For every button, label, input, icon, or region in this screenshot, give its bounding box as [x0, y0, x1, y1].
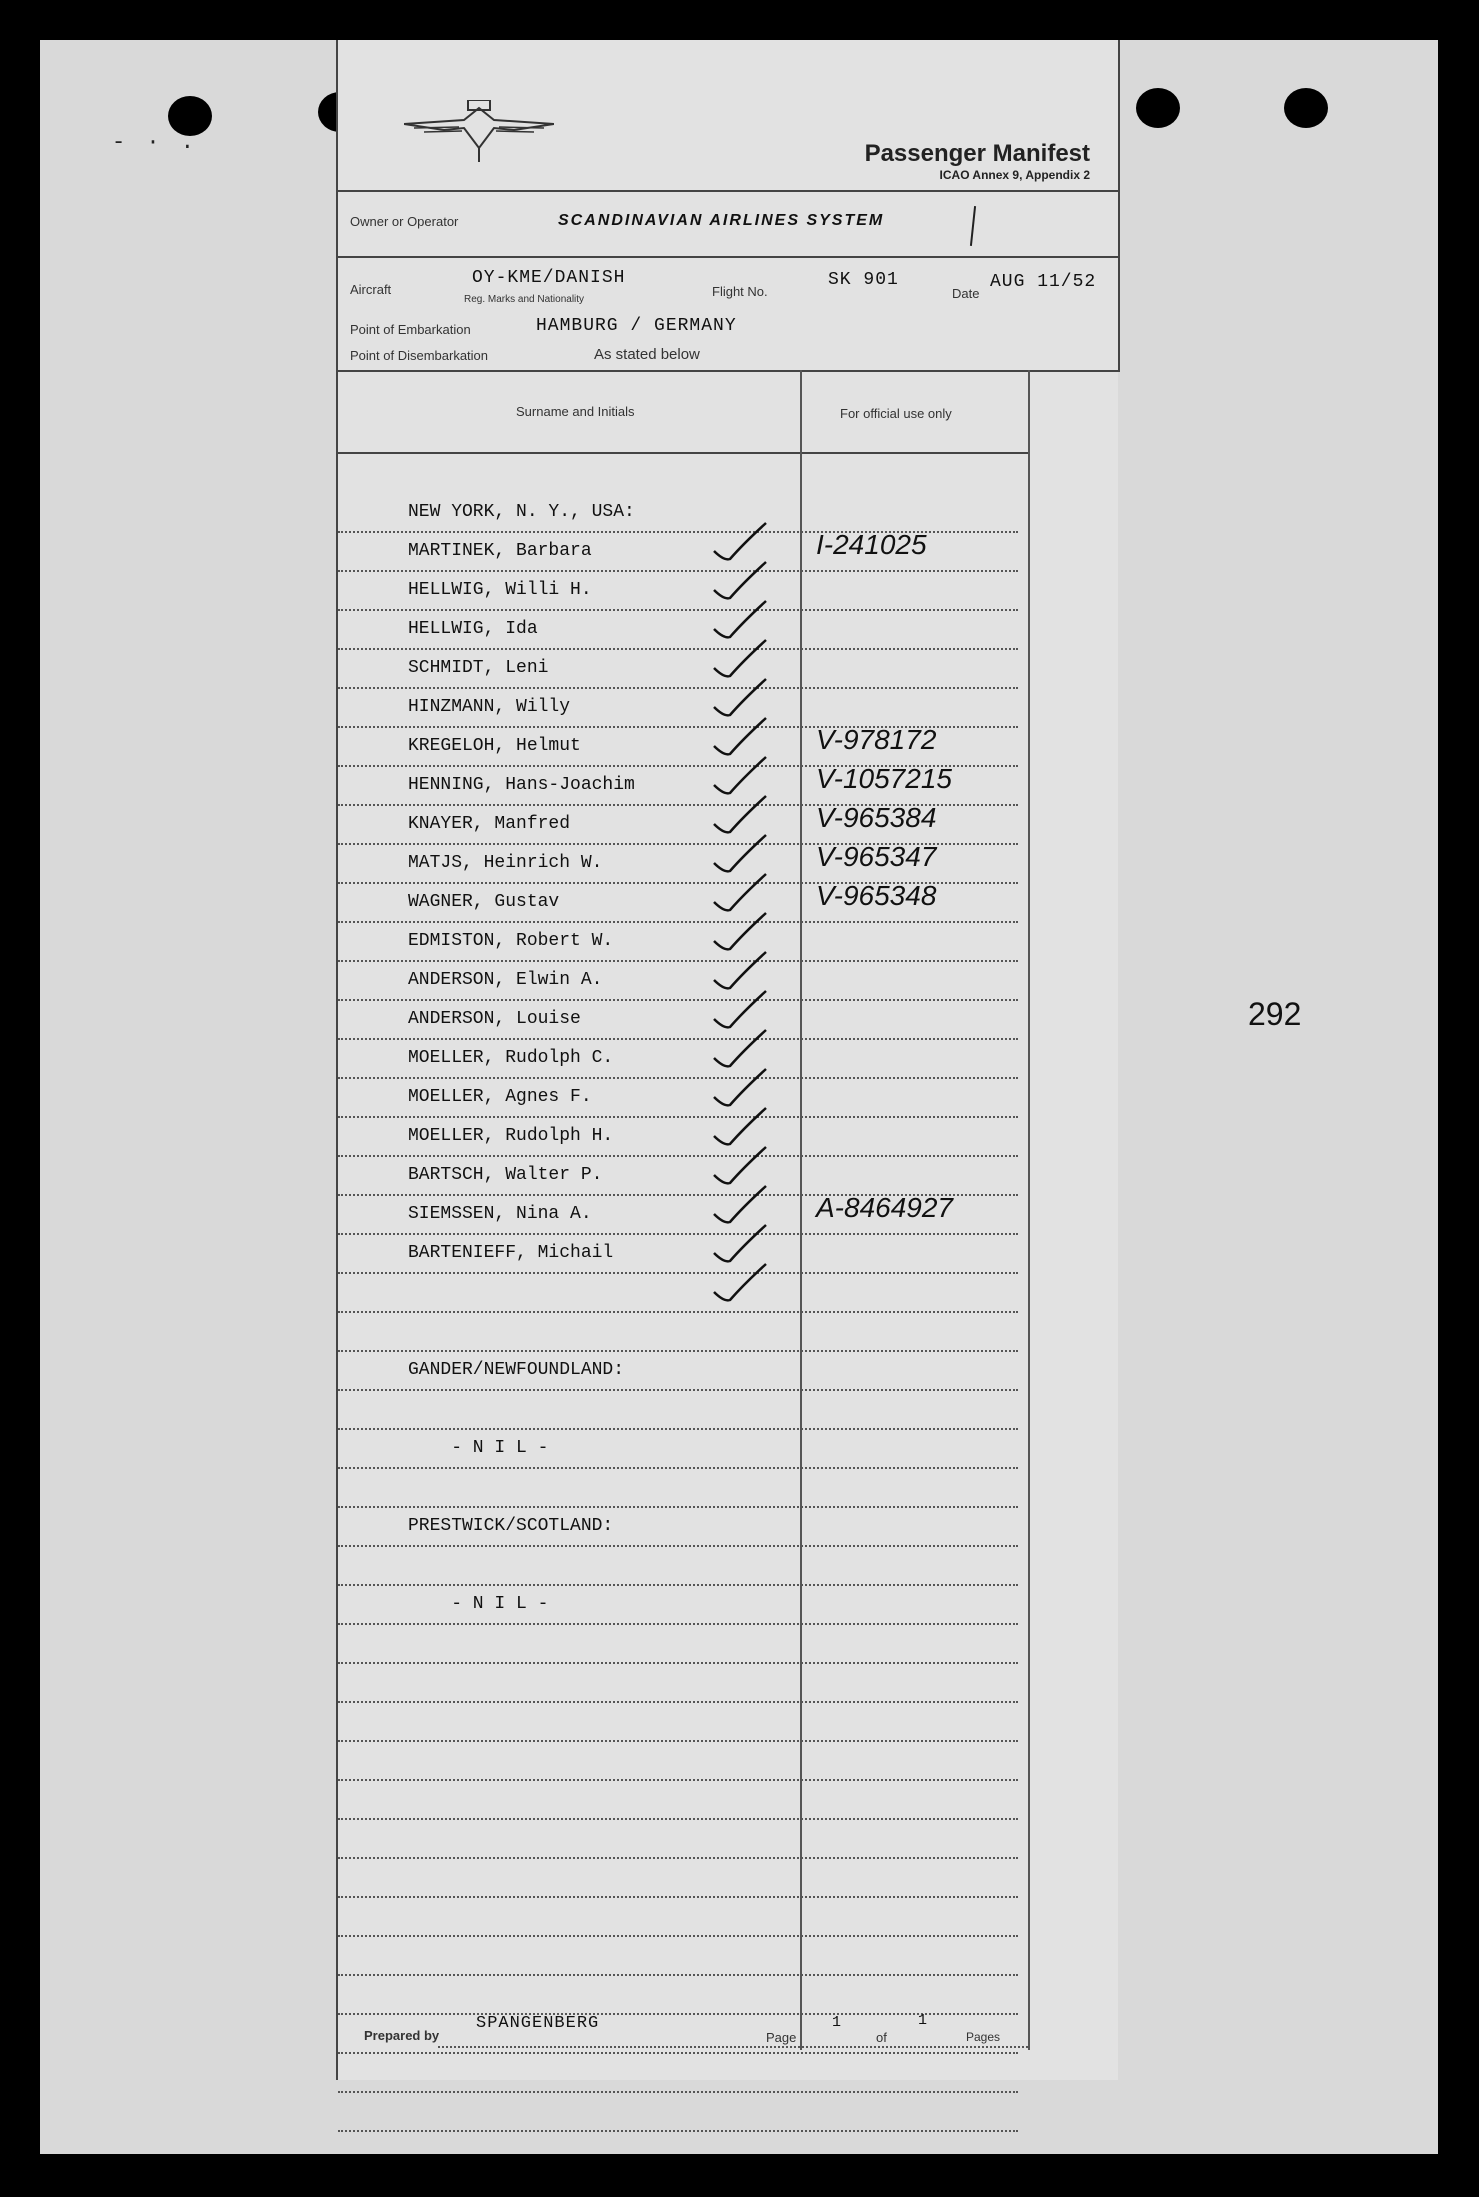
passenger-name: KREGELOH, Helmut: [408, 736, 581, 756]
check-mark-icon: [710, 1262, 770, 1308]
prepared-value: SPANGENBERG: [476, 2014, 600, 2033]
manifest-subtitle: ICAO Annex 9, Appendix 2: [939, 168, 1090, 182]
table-row: [338, 1779, 1018, 1820]
table-row: [338, 1584, 1018, 1625]
table-row: [338, 1662, 1018, 1703]
table-row: [338, 1935, 1018, 1976]
table-row: [338, 1116, 1018, 1157]
passenger-name: PRESTWICK/SCOTLAND:: [408, 1516, 614, 1536]
scan-specks: - · .: [112, 130, 199, 155]
table-right-border: [1028, 370, 1030, 2050]
column-header-official: For official use only: [840, 406, 952, 421]
table-row: [338, 882, 1018, 923]
table-row: [338, 804, 1018, 845]
embarkation-value: HAMBURG / GERMANY: [536, 316, 737, 336]
disembarkation-value: As stated below: [594, 346, 700, 363]
passenger-name: BARTSCH, Walter P.: [408, 1165, 603, 1185]
passenger-name: HENNING, Hans-Joachim: [408, 775, 635, 795]
of-value: 1: [918, 2012, 929, 2029]
passenger-name: HELLWIG, Ida: [408, 619, 538, 639]
passenger-name: WAGNER, Gustav: [408, 892, 560, 912]
table-row: [338, 1740, 1018, 1781]
table-row: [338, 1701, 1018, 1742]
manifest-form: [336, 40, 1118, 2080]
table-top-border: [338, 370, 1028, 372]
passenger-name: KNAYER, Manfred: [408, 814, 571, 834]
embarkation-label: Point of Embarkation: [350, 322, 471, 337]
table-row: [338, 1350, 1018, 1391]
table-header-border: [338, 452, 1028, 454]
table-row: [338, 843, 1018, 884]
manifest-title: Passenger Manifest: [864, 140, 1090, 167]
punch-hole: [1136, 88, 1180, 128]
table-row: [338, 1311, 1018, 1352]
passenger-name: HELLWIG, Willi H.: [408, 580, 592, 600]
table-row: [338, 531, 1018, 572]
owner-divider: [338, 256, 1118, 258]
table-row: [338, 726, 1018, 767]
page-value: 1: [832, 2014, 843, 2031]
page-stamp: 292: [1248, 996, 1302, 1032]
passenger-name: SCHMIDT, Leni: [408, 658, 549, 678]
table-row: [338, 570, 1018, 611]
official-number: V-1057215: [816, 763, 952, 794]
passenger-name: GANDER/NEWFOUNDLAND:: [408, 1360, 625, 1380]
column-header-names: Surname and Initials: [516, 404, 635, 419]
table-row: [338, 1194, 1018, 1235]
official-number: A-8464927: [816, 1192, 954, 1223]
page-label: Page: [766, 2030, 797, 2045]
passenger-name: MATJS, Heinrich W.: [408, 853, 603, 873]
manifest-header: [338, 40, 1120, 372]
table-row: [338, 1467, 1018, 1508]
manifest-title-block: [865, 140, 1090, 182]
passenger-name: BARTENIEFF, Michail: [408, 1243, 614, 1263]
table-row: [338, 999, 1018, 1040]
flight-label: Flight No.: [712, 284, 768, 299]
passenger-name: MARTINEK, Barbara: [408, 541, 592, 561]
official-number: I-241025: [816, 529, 927, 560]
passenger-name: NEW YORK, N. Y., USA:: [408, 502, 635, 522]
table-row: [338, 921, 1018, 962]
table-row: [338, 1428, 1018, 1469]
punch-hole: [1284, 88, 1328, 128]
table-row: [338, 1272, 1018, 1313]
table-row: [338, 1233, 1018, 1274]
winged-crown-logo-icon: [404, 100, 554, 164]
table-row: [338, 1038, 1018, 1079]
flight-value: SK 901: [828, 270, 899, 290]
official-number: V-965384: [816, 802, 937, 833]
passenger-name: SIEMSSEN, Nina A.: [408, 1204, 592, 1224]
owner-value: SCANDINAVIAN AIRLINES SYSTEM: [558, 212, 885, 229]
table-row: [338, 609, 1018, 650]
table-row: [338, 1389, 1018, 1430]
date-label: Date: [952, 286, 980, 301]
passenger-name: - N I L -: [408, 1438, 549, 1458]
table-row: [338, 1623, 1018, 1664]
manifest-footer: [338, 2008, 1118, 2058]
official-number: V-965347: [816, 841, 937, 872]
disembarkation-label: Point of Disembarkation: [350, 348, 489, 363]
aircraft-value: OY-KME/DANISH: [472, 268, 626, 288]
passenger-name: MOELLER, Rudolph C.: [408, 1048, 614, 1068]
passenger-name: MOELLER, Agnes F.: [408, 1087, 592, 1107]
owner-label: Owner or Operator: [350, 214, 459, 229]
footer-underline: [438, 2046, 1028, 2048]
owner-end-mark: [970, 206, 976, 246]
passenger-name: HINZMANN, Willy: [408, 697, 571, 717]
table-row: [338, 492, 1018, 533]
table-row: [338, 2091, 1018, 2132]
official-number: V-965348: [816, 880, 937, 911]
table-row: [338, 1818, 1018, 1859]
table-row: [338, 2052, 1018, 2093]
table-row: [338, 1077, 1018, 1118]
table-row: [338, 765, 1018, 806]
passenger-name: MOELLER, Rudolph H.: [408, 1126, 614, 1146]
aircraft-sublabel: Reg. Marks and Nationality: [464, 294, 585, 305]
passenger-name: - N I L -: [408, 1594, 549, 1614]
table-row: [338, 1896, 1018, 1937]
prepared-label: Prepared by: [364, 2028, 440, 2043]
aircraft-label: Aircraft: [350, 282, 392, 297]
table-row: [338, 1857, 1018, 1898]
table-row: [338, 960, 1018, 1001]
table-row: [338, 687, 1018, 728]
table-row: [338, 1155, 1018, 1196]
passenger-name: ANDERSON, Elwin A.: [408, 970, 603, 990]
pages-label: Pages: [966, 2030, 1001, 2044]
passenger-name: EDMISTON, Robert W.: [408, 931, 614, 951]
of-label: of: [876, 2030, 887, 2045]
header-divider: [338, 190, 1118, 192]
passenger-name: ANDERSON, Louise: [408, 1009, 581, 1029]
date-value: AUG 11/52: [990, 272, 1097, 292]
official-number: V-978172: [816, 724, 937, 755]
table-row: [338, 1506, 1018, 1547]
table-row: [338, 1545, 1018, 1586]
table-row: [338, 648, 1018, 689]
